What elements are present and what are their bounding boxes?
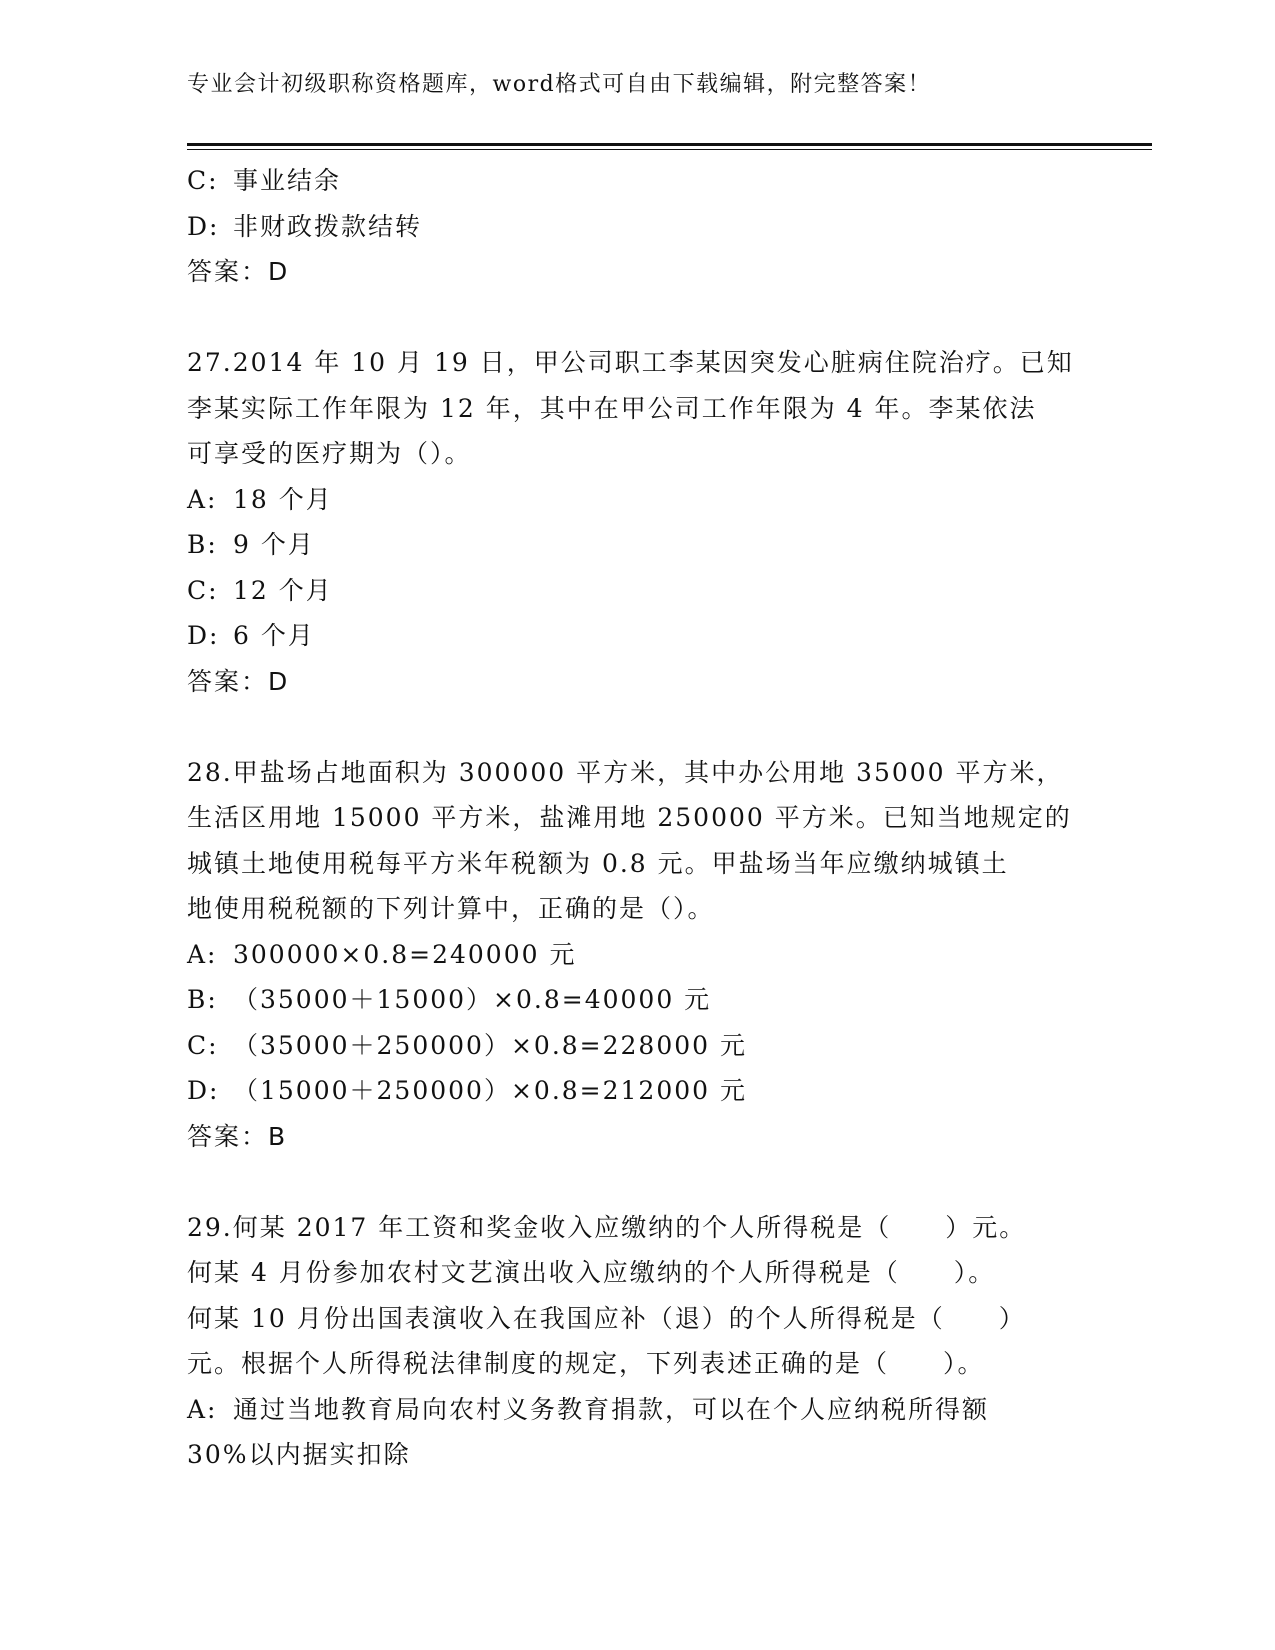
q27-option-c bbox=[187, 568, 1087, 614]
option-text: 12 个月 bbox=[233, 575, 333, 605]
option-label: D: bbox=[187, 621, 220, 650]
q28-answer: 答案：B bbox=[187, 1121, 288, 1151]
q28-option-c bbox=[187, 1023, 1087, 1069]
q29-stem-line-4: 元。根据个人所得税法律制度的规定，下列表述正确的是（ ）。 bbox=[187, 1349, 985, 1378]
q28-option-d bbox=[187, 1068, 1087, 1114]
spacer bbox=[187, 295, 1087, 341]
q26-option-d bbox=[187, 204, 1087, 250]
q29-option-a-continuation: 30%以内据实扣除 bbox=[187, 1440, 411, 1469]
q28-stem-line-1: 28.甲盐场占地面积为 300000 平方米，其中办公用地 35000 平方米， bbox=[187, 757, 1064, 787]
q27-option-d bbox=[187, 613, 1087, 659]
option-text: 18 个月 bbox=[233, 484, 333, 514]
option-text: 300000×0.8=240000 元 bbox=[233, 939, 577, 969]
q27-option-a bbox=[187, 477, 1087, 523]
q27-stem-line-3: 可享受的医疗期为（）。 bbox=[187, 439, 472, 468]
q26-option-c bbox=[187, 158, 1087, 204]
q28-option-a bbox=[187, 932, 1087, 978]
option-text: 非财政拨款结转 bbox=[233, 211, 423, 241]
option-label: B: bbox=[187, 985, 218, 1014]
q27-stem-line-1: 27.2014 年 10 月 19 日，甲公司职工李某因突发心脏病住院治疗。已知 bbox=[187, 348, 1074, 377]
option-text: 通过当地教育局向农村义务教育捐款，可以在个人应纳税所得额 bbox=[233, 1394, 990, 1424]
question-content bbox=[187, 158, 1087, 1478]
q29-stem-line-3: 何某 10 月份出国表演收入在我国应补（退）的个人所得税是（ ） bbox=[187, 1303, 1026, 1333]
option-label: B: bbox=[187, 530, 218, 559]
page-header: 专业会计初级职称资格题库，word格式可自由下载编辑，附完整答案！ bbox=[187, 72, 932, 97]
header-rule-thick bbox=[187, 143, 1152, 146]
option-label: A: bbox=[187, 484, 218, 514]
q29-stem-line-1: 29.何某 2017 年工资和奖金收入应缴纳的个人所得税是（ ）元。 bbox=[187, 1212, 1027, 1242]
q29-option-a bbox=[187, 1387, 1087, 1433]
option-label: A: bbox=[187, 939, 218, 969]
q27-option-b bbox=[187, 522, 1087, 568]
q28-stem-line-4: 地使用税税额的下列计算中，正确的是（）。 bbox=[187, 894, 715, 923]
option-text: （35000＋15000）×0.8=40000 元 bbox=[233, 985, 712, 1014]
q29-stem-line-2: 何某 4 月份参加农村文艺演出收入应缴纳的个人所得税是（ ）。 bbox=[187, 1258, 996, 1287]
option-label: A: bbox=[187, 1394, 218, 1424]
q28-stem-line-2: 生活区用地 15000 平方米，盐滩用地 250000 平方米。已知当地规定的 bbox=[187, 803, 1072, 832]
spacer bbox=[187, 1159, 1087, 1205]
q28-option-b bbox=[187, 977, 1087, 1023]
option-text: 9 个月 bbox=[233, 530, 315, 559]
q27-answer: 答案：D bbox=[187, 666, 290, 696]
spacer bbox=[187, 704, 1087, 750]
option-text: 6 个月 bbox=[233, 621, 315, 650]
header-rule-thin bbox=[187, 149, 1152, 150]
q27-stem-line-2: 李某实际工作年限为 12 年，其中在甲公司工作年限为 4 年。李某依法 bbox=[187, 393, 1037, 423]
option-label: C: bbox=[187, 1030, 219, 1060]
q28-stem-line-3: 城镇土地使用税每平方米年税额为 0.8 元。甲盐场当年应缴纳城镇土 bbox=[187, 848, 1009, 878]
option-label: C: bbox=[187, 575, 219, 605]
q26-answer: 答案：D bbox=[187, 257, 290, 286]
option-text: 事业结余 bbox=[233, 166, 342, 195]
option-text: （35000＋250000）×0.8=228000 元 bbox=[233, 1030, 747, 1060]
option-label: D: bbox=[187, 1076, 220, 1105]
option-text: （15000＋250000）×0.8=212000 元 bbox=[233, 1076, 747, 1105]
option-label: C: bbox=[187, 166, 219, 195]
option-label: D: bbox=[187, 211, 220, 241]
